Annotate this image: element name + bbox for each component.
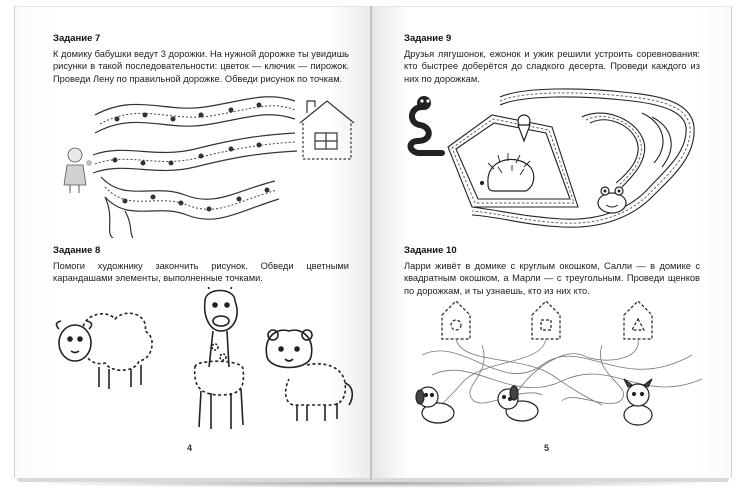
task-9-maze-illustration xyxy=(402,87,712,237)
task-10 xyxy=(404,245,700,297)
right-page xyxy=(372,6,732,478)
task-7-title: Задание 7 xyxy=(53,33,101,44)
grandma-house-icon xyxy=(300,101,354,159)
girl-lena-icon xyxy=(64,148,92,193)
task-9 xyxy=(404,33,700,85)
task-10-text: Ларри живёт в домике с круглым окошком, Салли — в домике с квадратным окошком, а Марли — с треугольным. Проведи щенков по дорожкам, и ты узнаешь, кто из них кто. xyxy=(404,260,700,296)
house-round-window-icon xyxy=(442,301,470,339)
left-page xyxy=(14,6,374,478)
path-2-edge-top xyxy=(93,133,295,155)
task-7-text: К домику бабушки ведут 3 дорожки. На нужной дорожке ты увидишь рисунки в такой последовательности: цветок — ключик — пирожок. Проведи Лену по правильной дорожке. Обведи рисунок по точкам. xyxy=(53,48,349,84)
path-3-edge-top xyxy=(101,177,275,199)
task-7-maze-illustration xyxy=(45,93,355,238)
task-9-text: Друзья лягушонок, ежонок и ужик решили устроить соревнования: кто быстрее доберётся до сладкого десерта. Проведи каждого из них по дорожкам. xyxy=(404,48,700,84)
path-1-edge-top xyxy=(95,97,295,115)
task-8-title: Задание 8 xyxy=(53,245,101,256)
puppy-1-icon xyxy=(416,387,454,423)
ice-cream-icon xyxy=(518,115,530,141)
task-7 xyxy=(53,33,349,85)
task-8-text: Помоги художнику закончить рисунок. Обведи цветными карандашами элементы, выполненные точками. xyxy=(53,260,349,284)
path-3-edge-bottom xyxy=(105,197,279,219)
task-8 xyxy=(53,245,349,285)
task-10-title: Задание 10 xyxy=(404,245,457,256)
puppy-3-icon xyxy=(624,379,652,425)
task-9-title: Задание 9 xyxy=(404,33,452,44)
frog-icon xyxy=(598,187,626,213)
path-3-tail-2 xyxy=(125,211,133,238)
task-10-maze-illustration xyxy=(402,295,712,435)
page-number-left: 4 xyxy=(187,443,193,453)
path-motifs xyxy=(113,103,270,212)
puppy-2-icon xyxy=(498,386,538,421)
giraffe-icon xyxy=(195,287,244,429)
tiger-cub-icon xyxy=(266,330,352,421)
house-square-window-icon xyxy=(532,301,560,339)
house-triangle-window-icon xyxy=(624,301,652,339)
snake-icon xyxy=(411,96,443,153)
sheep-icon xyxy=(56,313,152,389)
task-8-animals-illustration xyxy=(45,287,355,437)
path-2-edge-bottom xyxy=(93,151,297,173)
hedgehog-icon xyxy=(480,153,534,191)
page-number-right: 5 xyxy=(544,443,550,453)
